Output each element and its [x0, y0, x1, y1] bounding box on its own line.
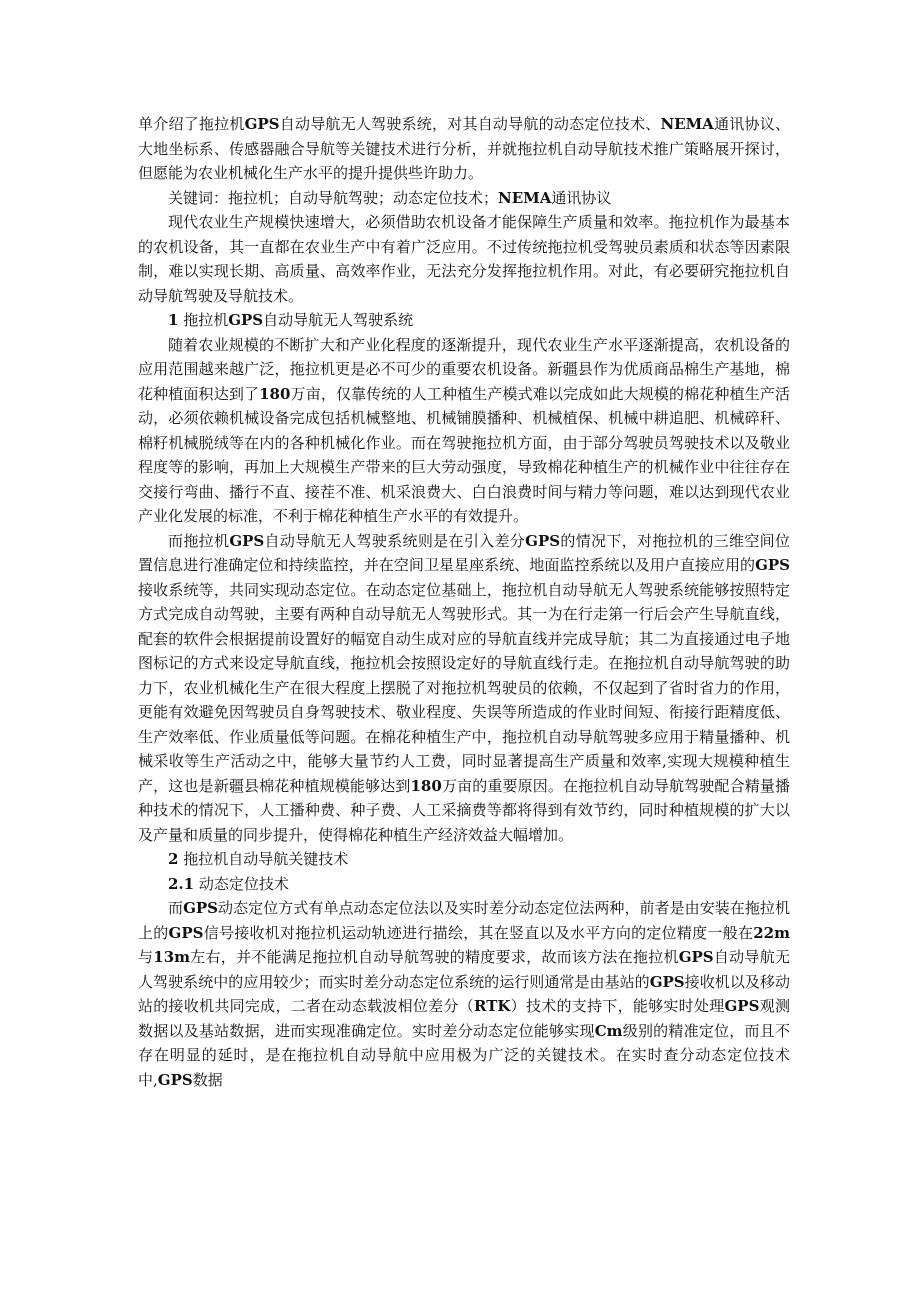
- abstract-continuation: 单介绍了拖拉机GPS自动导航无人驾驶系统，对其自动导航的动态定位技术、NEMA通讯协议、大地坐标系、传感器融合导航等关键技术进行分析，并就拖拉机自动导航技术推广策略展开探讨，但愿能为农业机械化生产水平的提升提供些许助力。: [138, 115, 790, 182]
- intro-paragraph: 现代农业生产规模快速增大，必须借助农机设备才能保障生产质量和效率。拖拉机作为最基本的农机设备，其一直都在农业生产中有着广泛应用。不过传统拖拉机受驾驶员素质和状态等因素限制，难以实现长期、高质量、高效率作业，无法充分发挥拖拉机作用。对此，有必要研究拖拉机自动导航驾驶及导航技术。: [138, 213, 790, 305]
- document-body: [138, 112, 790, 1092]
- section-2-1-paragraph-1: 而GPS动态定位方式有单点动态定位法以及实时差分动态定位法两种，前者是由安装在拖拉机上的GPS信号接收机对拖拉机运动轨迹进行描绘，其在竖直以及水平方向的定位精度一般在22m与13m左右，并不能满足拖拉机自动导航驾驶的精度要求，故而该方法在拖拉机GPS自动导航无人驾驶系统中的应用较少；而实时差分动态定位系统的运行则通常是由基站的GPS接收机以及移动站的接收机共同完成，二者在动态载波相位差分（RTK）技术的支持下，能够实时处理GPS观测数据以及基站数据，进而实现准确定位。实时差分动态定位能够实现Cm级别的精准定位，而且不存在明显的延时，是在拖拉机自动导航中应用极为广泛的关键技术。在实时查分动态定位技术中,GPS数据: [138, 899, 790, 1089]
- section-1-heading: 1 拖拉机GPS自动导航无人驾驶系统: [168, 311, 414, 329]
- section-2-1-heading: 2.1 动态定位技术: [168, 874, 289, 893]
- section-1-paragraph-1: 随着农业规模的不断扩大和产业化程度的逐渐提升，现代农业生产水平逐渐提高，农机设备的应用范围越来越广泛，拖拉机更是必不可少的重要农机设备。新疆县作为优质商品棉生产基地，棉花种植面积达到了180万亩，仅靠传统的人工种植生产模式难以完成如此大规模的棉花种植生产活动，必须依赖机械设备完成包括机械整地、机械铺膜播种、机械植保、机械中耕追肥、机械碎秆、棉籽机械脱绒等在内的各种机械化作业。而在驾驶拖拉机方面，由于部分驾驶员驾驶技术以及敬业程度等的影响，再加上大规模生产带来的巨大劳动强度，导致棉花种植生产的机械作业中往往存在交接行弯曲、播行不直、接茬不准、机采浪费大、白白浪费时间与精力等问题，难以达到现代农业产业化发展的标准，不利于棉花种植生产水平的有效提升。: [138, 335, 790, 525]
- section-1-paragraph-2: 而拖拉机GPS自动导航无人驾驶系统则是在引入差分GPS的情况下，对拖拉机的三维空间位置信息进行准确定位和持续监控，并在空间卫星星座系统、地面监控系统以及用户直接应用的GPS接收系统等，共同实现动态定位。在动态定位基础上，拖拉机自动导航无人驾驶系统能够按照特定方式完成自动驾驶，主要有两种自动导航无人驾驶形式。其一为在行走第一行后会产生导航直线，配套的软件会根据提前设置好的幅宽自动生成对应的导航直线并完成导航；其二为直接通过电子地图标记的方式来设定导航直线，拖拉机会按照设定好的导航直线行走。在拖拉机自动导航驾驶的助力下，农业机械化生产在很大程度上摆脱了对拖拉机驾驶员的依赖，不仅起到了省时省力的作用，更能有效避免因驾驶员自身驾驶技术、敬业程度、失误等所造成的作业时间短、衔接行距精度低、生产效率低、作业质量低等问题。在棉花种植生产中，拖拉机自动导航驾驶多应用于精量播种、机械采收等生产活动之中，能够大量节约人工费，同时显著提高生产质量和效率,实现大规模种植生产，这也是新疆县棉花种植规模能够达到180万亩的重要原因。在拖拉机自动导航驾驶配合精量播种技术的情况下，人工播种费、种子费、人工采摘费等都将得到有效节约，同时种植规模的扩大以及产量和质量的同步提升，使得棉花种植生产经济效益大幅增加。: [138, 531, 790, 844]
- section-2-heading: 2 拖拉机自动导航关键技术: [168, 850, 349, 868]
- keywords-line: 关键词：拖拉机；自动导航驾驶；动态定位技术；NEMA通讯协议: [168, 188, 612, 207]
